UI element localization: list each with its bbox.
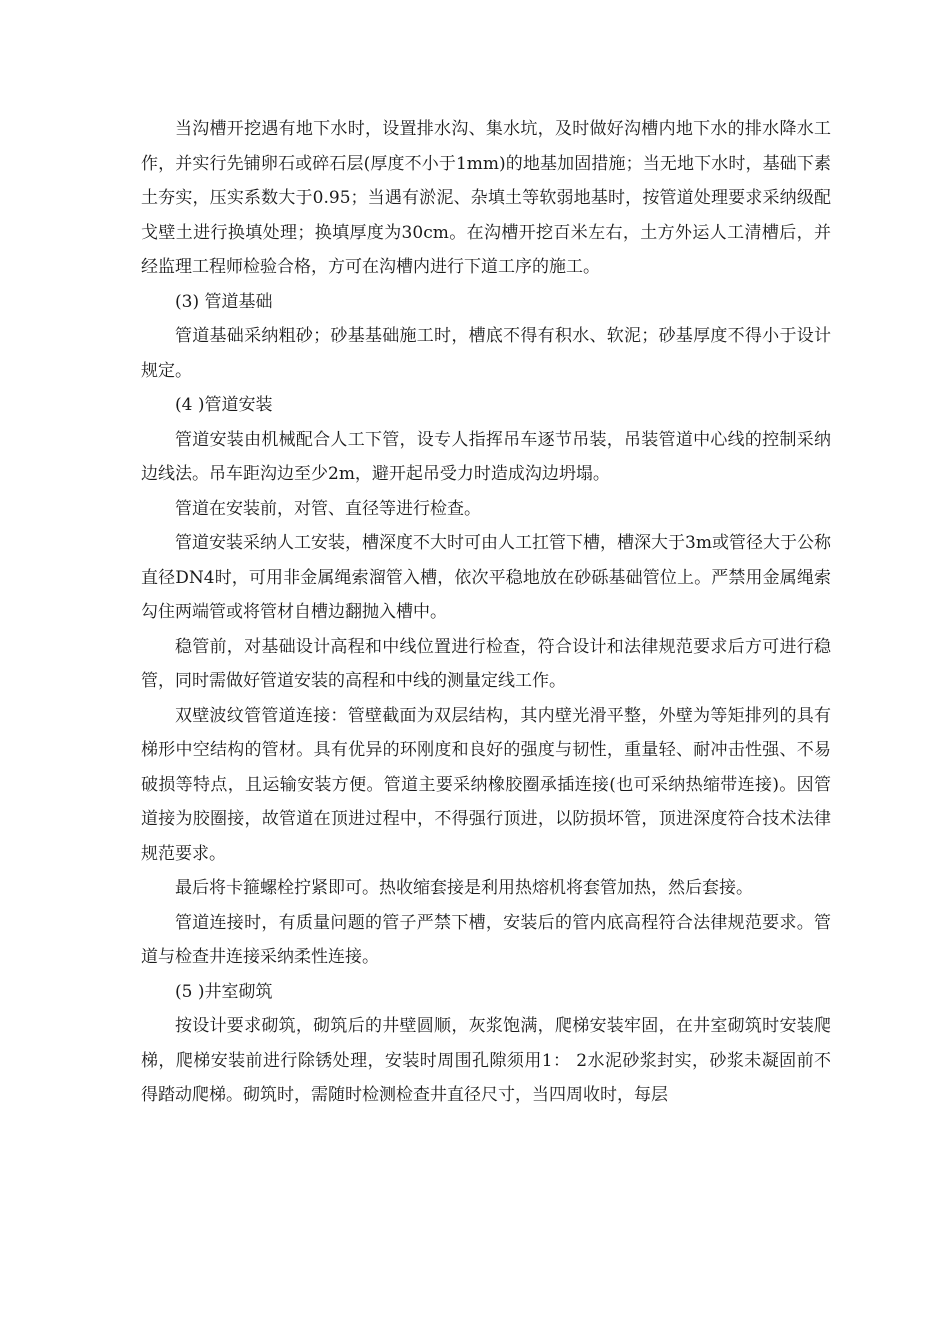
section-heading-pipe-foundation: (3) 管道基础 [175, 291, 273, 312]
document-body [141, 112, 831, 1113]
paragraph-pipe-connection: 管道连接时，有质量问题的管子严禁下槽，安装后的管内底高程符合法律规范要求。管道与检查井连接采纳柔性连接。 [141, 912, 831, 967]
paragraph-manual-install: 管道安装采纳人工安装，槽深度不大时可由人工扛管下槽，槽深大于3m或管径大于公称直径DN4时，可用非金属绳索溜管入槽，依次平稳地放在砂砾基础管位上。严禁用金属绳索勾住两端管或将管材自槽边翻抛入槽中。 [141, 533, 831, 622]
paragraph-installation-method: 管道安装由机械配合人工下管，设专人指挥吊车逐节吊装，吊装管道中心线的控制采纳边线法。吊车距沟边至少2m，避开起吊受力时造成沟边坍塌。 [141, 429, 831, 484]
section-heading-manhole-masonry: (5 )井室砌筑 [175, 981, 273, 1002]
paragraph-pipe-foundation: 管道基础采纳粗砂；砂基基础施工时，槽底不得有积水、软泥；砂基厚度不得小于设计规定。 [141, 326, 831, 381]
section-heading-pipe-installation: (4 )管道安装 [175, 395, 273, 415]
paragraph-masonry: 按设计要求砌筑，砌筑后的井壁圆顺，灰浆饱满，爬梯安装牢固，在井室砌筑时安装爬梯，爬梯安装前进行除锈处理，安装时周围孔隙须用1： 2水泥砂浆封实，砂浆未凝固前不得踏动爬梯。砌筑时，需随时检测检查井直径尺寸，当四周收时，每层 [141, 1016, 831, 1105]
paragraph-pipe-stabilizing: 稳管前，对基础设计高程和中线位置进行检查，符合设计和法律规范要求后方可进行稳管，同时需做好管道安装的高程和中线的测量定线工作。 [141, 636, 831, 691]
paragraph-double-wall-pipe: 双壁波纹管管道连接：管壁截面为双层结构，其内壁光滑平整，外壁为等矩排列的具有梯形中空结构的管材。具有优异的环刚度和良好的强度与韧性，重量轻、耐冲击性强、不易破损等特点，且运输安装方便。管道主要采纳橡胶圈承插连接(也可采纳热缩带连接)。因管道接为胶圈接，故管道在顶进过程中，不得强行顶进，以防损坏管，顶进深度符合技术法律规范要求。 [141, 705, 831, 864]
paragraph-clamp-bolts: 最后将卡箍螺栓拧紧即可。热收缩套接是利用热熔机将套管加热，然后套接。 [175, 878, 753, 898]
paragraph-groundwater: 当沟槽开挖遇有地下水时，设置排水沟、集水坑，及时做好沟槽内地下水的排水降水工作，并实行先铺卵石或碎石层(厚度不小于1mm)的地基加固措施；当无地下水时，基础下素土夯实，压实系数大于0.95；当遇有淤泥、杂填土等软弱地基时，按管道处理要求采纳级配戈壁土进行换填处理；换填厚度为30cm。在沟槽开挖百米左右，土方外运人工清槽后，并经监理工程师检验合格，方可在沟槽内进行下道工序的施工。 [141, 119, 831, 277]
paragraph-pre-install-check: 管道在安装前，对管、直径等进行检查。 [175, 498, 481, 519]
